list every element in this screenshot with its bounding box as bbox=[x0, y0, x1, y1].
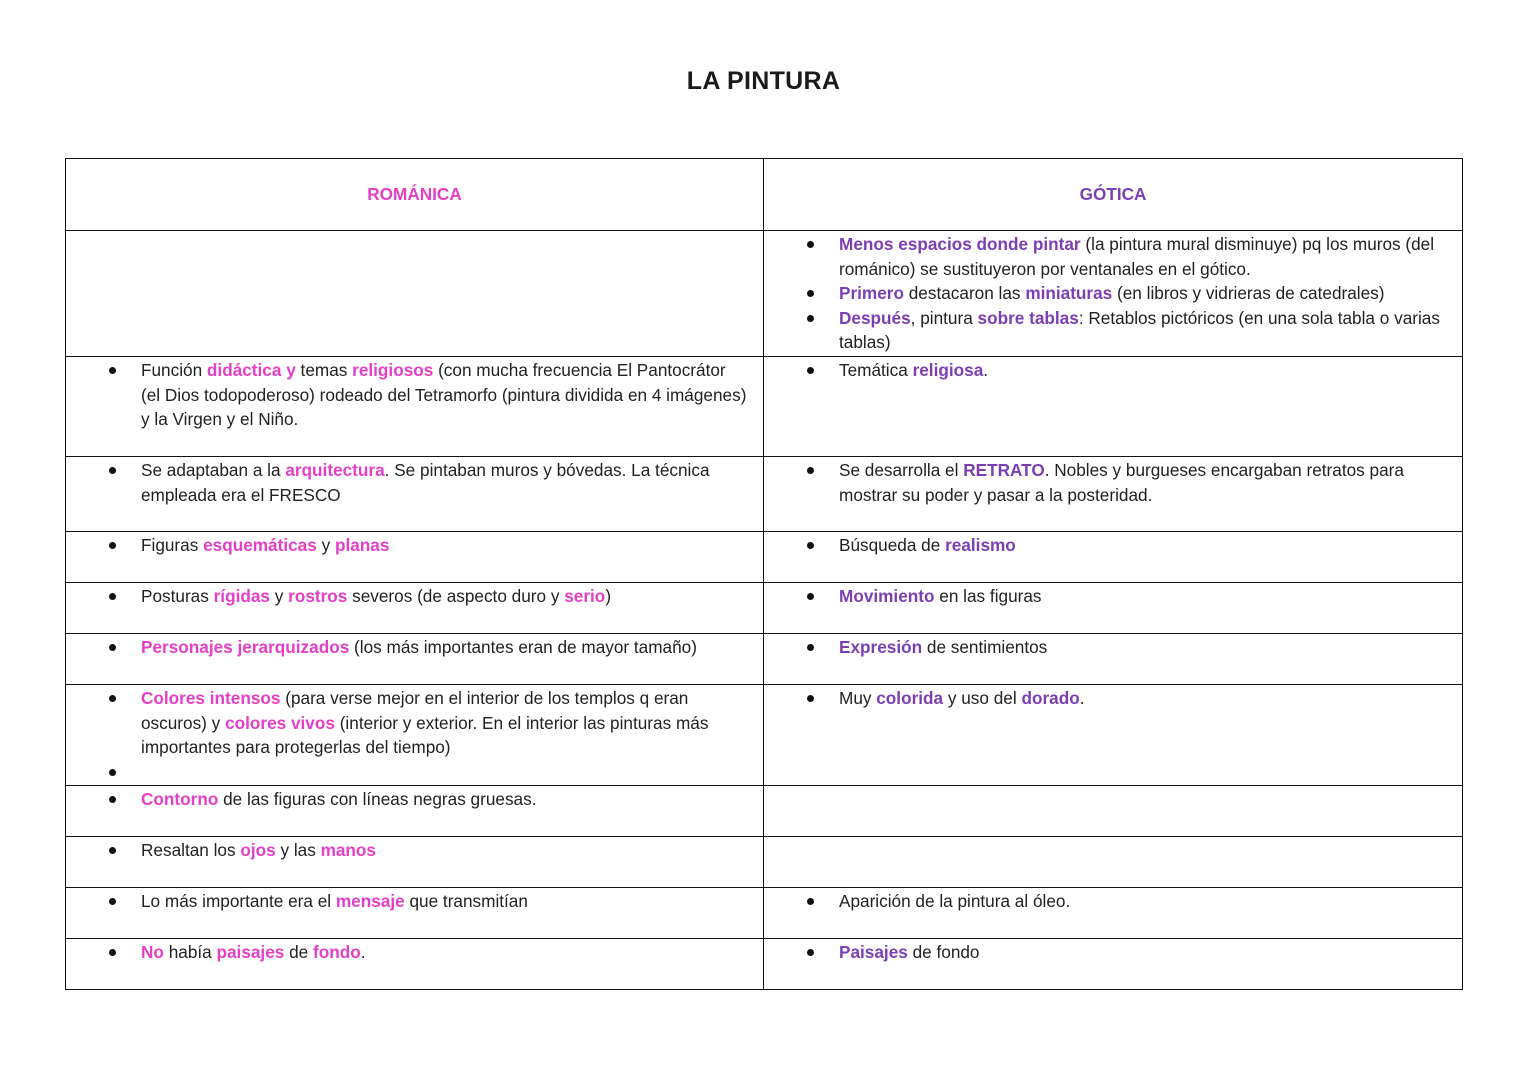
bullet-list bbox=[764, 457, 1462, 507]
bullet-list bbox=[66, 634, 763, 660]
bullet-list bbox=[764, 532, 1462, 558]
bullet-list bbox=[66, 231, 763, 232]
table-row bbox=[66, 532, 1463, 583]
list-item bbox=[66, 838, 749, 863]
highlight-term: arquitectura bbox=[285, 460, 385, 480]
highlight-term: Después bbox=[839, 307, 911, 328]
item-text: : Retablos pictóricos (en una sola tabla o varias tablas) bbox=[839, 307, 1440, 352]
bullet-list bbox=[764, 583, 1462, 609]
cell-gotica bbox=[764, 786, 1463, 837]
item-text: y las bbox=[275, 840, 321, 860]
comparison-table bbox=[65, 158, 1463, 990]
bullet-list bbox=[66, 685, 763, 784]
list-item bbox=[764, 533, 1448, 558]
cell-romanica bbox=[66, 837, 764, 888]
highlight-term: dorado bbox=[1021, 688, 1080, 708]
item-text: de fondo bbox=[907, 942, 980, 962]
bullet-list bbox=[764, 231, 1462, 355]
item-text: de las figuras con líneas negras gruesas. bbox=[218, 789, 537, 809]
item-text: , pintura bbox=[910, 307, 978, 328]
header-gotica: GÓTICA bbox=[764, 159, 1463, 231]
item-text: . bbox=[360, 942, 366, 962]
highlight-term: colorida bbox=[876, 688, 944, 708]
list-item bbox=[764, 686, 1448, 711]
bullet-list bbox=[66, 888, 763, 914]
list-item bbox=[764, 358, 1448, 383]
list-item bbox=[764, 306, 1448, 355]
item-text: y uso del bbox=[943, 688, 1022, 708]
highlight-term: miniaturas bbox=[1025, 283, 1113, 303]
highlight-term: mensaje bbox=[335, 891, 405, 911]
highlight-term: rostros bbox=[288, 586, 348, 606]
item-text: (los más importantes eran de mayor tamaño) bbox=[349, 637, 697, 657]
list-item bbox=[66, 584, 749, 609]
list-item bbox=[764, 281, 1448, 306]
highlight-term: Contorno bbox=[141, 789, 219, 809]
item-text: de bbox=[284, 942, 313, 962]
item-text: ) bbox=[605, 586, 612, 606]
item-text: Lo más importante era el bbox=[141, 891, 336, 911]
highlight-term: Menos espacios donde pintar bbox=[839, 234, 1081, 254]
table-row bbox=[66, 231, 1463, 357]
highlight-term: rígidas bbox=[213, 586, 270, 606]
cell-gotica bbox=[764, 457, 1463, 532]
cell-gotica bbox=[764, 939, 1463, 990]
highlight-term: Personajes jerarquizados bbox=[141, 637, 350, 657]
cell-romanica bbox=[66, 457, 764, 532]
highlight-term: sobre tablas bbox=[977, 307, 1079, 328]
list-item bbox=[764, 940, 1448, 965]
table-row bbox=[66, 685, 1463, 786]
bullet-list bbox=[764, 837, 1462, 838]
list-item bbox=[764, 458, 1448, 507]
cell-romanica bbox=[66, 532, 764, 583]
item-text: (interior y exterior. En el interior las pinturas más importantes para protegerlas del tiempo) bbox=[141, 712, 709, 757]
list-item bbox=[66, 889, 749, 914]
item-text: en las figuras bbox=[934, 586, 1042, 606]
table-row bbox=[66, 888, 1463, 939]
list-item bbox=[764, 889, 1448, 914]
highlight-term: colores vivos bbox=[225, 712, 335, 733]
list-item bbox=[66, 686, 749, 760]
highlight-term: Primero bbox=[839, 283, 904, 303]
item-text: (la pintura mural disminuye) pq los muros (del románico) se sustituyeron por ventanales en el gótico. bbox=[839, 234, 1435, 279]
bullet-list bbox=[764, 685, 1462, 711]
item-text: y bbox=[316, 535, 335, 555]
item-text: severos (de aspecto duro y bbox=[347, 586, 565, 606]
item-text: de sentimientos bbox=[922, 637, 1048, 657]
item-text: (con mucha frecuencia El Pantocrátor (el Dios todopoderoso) rodeado del Tetramorfo (pintura dividida en 4 imágenes) y la Virgen y el Niño. bbox=[141, 360, 747, 429]
bullet-list bbox=[764, 786, 1462, 787]
item-text: . Nobles y burgueses encargaban retratos para mostrar su poder y pasar a la posteridad. bbox=[839, 460, 1404, 505]
cell-gotica bbox=[764, 532, 1463, 583]
cell-gotica bbox=[764, 685, 1463, 786]
cell-romanica bbox=[66, 231, 764, 357]
highlight-term: religiosos bbox=[352, 360, 434, 380]
cell-romanica bbox=[66, 583, 764, 634]
item-text: y bbox=[269, 586, 289, 606]
table-row bbox=[66, 837, 1463, 888]
table-row bbox=[66, 457, 1463, 532]
highlight-term: esquemáticas bbox=[203, 535, 317, 555]
cell-gotica bbox=[764, 357, 1463, 457]
highlight-term: didáctica y bbox=[206, 360, 296, 380]
highlight-term: manos bbox=[320, 840, 376, 860]
item-text: Función bbox=[141, 360, 207, 380]
cell-gotica bbox=[764, 634, 1463, 685]
highlight-term: ojos bbox=[240, 840, 276, 860]
highlight-term: realismo bbox=[945, 535, 1016, 555]
item-text: (en libros y vidrieras de catedrales) bbox=[1112, 283, 1385, 303]
cell-gotica bbox=[764, 231, 1463, 357]
bullet-list bbox=[66, 532, 763, 558]
item-text: Temática bbox=[839, 360, 913, 380]
table-row bbox=[66, 786, 1463, 837]
bullet-list bbox=[764, 357, 1462, 383]
list-item bbox=[66, 635, 749, 660]
list-item bbox=[764, 232, 1448, 281]
table-row bbox=[66, 939, 1463, 990]
item-text: Muy bbox=[839, 688, 877, 708]
header-row bbox=[66, 159, 1463, 231]
table-row bbox=[66, 357, 1463, 457]
highlight-term: Colores intensos bbox=[141, 688, 281, 708]
item-text: que transmitían bbox=[404, 891, 528, 911]
cell-gotica bbox=[764, 888, 1463, 939]
highlight-term: paisajes bbox=[216, 942, 285, 962]
list-item bbox=[764, 635, 1448, 660]
item-text: Aparición de la pintura al óleo. bbox=[839, 891, 1071, 911]
item-text: (para verse mejor en el interior de los templos q eran oscuros) y bbox=[141, 688, 689, 733]
highlight-term: Movimiento bbox=[839, 586, 935, 606]
highlight-term: Paisajes bbox=[839, 942, 908, 962]
cell-romanica bbox=[66, 685, 764, 786]
list-item bbox=[66, 533, 749, 558]
list-item bbox=[66, 940, 749, 965]
bullet-list bbox=[764, 634, 1462, 660]
highlight-term: serio bbox=[564, 586, 606, 606]
list-item bbox=[66, 760, 749, 785]
bullet-list bbox=[764, 888, 1462, 914]
table-row bbox=[66, 583, 1463, 634]
item-text: Se adaptaban a la bbox=[141, 460, 286, 480]
cell-romanica bbox=[66, 939, 764, 990]
item-text: temas bbox=[295, 360, 353, 380]
item-text: . bbox=[983, 360, 989, 380]
cell-gotica bbox=[764, 837, 1463, 888]
item-text: Figuras bbox=[141, 535, 204, 555]
table-row bbox=[66, 634, 1463, 685]
list-item bbox=[66, 787, 749, 812]
highlight-term: RETRATO bbox=[963, 460, 1045, 480]
list-item bbox=[66, 458, 749, 507]
highlight-term: Expresión bbox=[839, 637, 923, 657]
item-text: Búsqueda de bbox=[839, 535, 946, 555]
bullet-list bbox=[66, 786, 763, 812]
cell-romanica bbox=[66, 888, 764, 939]
item-text: Posturas bbox=[141, 586, 214, 606]
bullet-list bbox=[66, 583, 763, 609]
bullet-list bbox=[66, 837, 763, 863]
item-text: Resaltan los bbox=[141, 840, 241, 860]
highlight-term: planas bbox=[334, 535, 390, 555]
bullet-list bbox=[66, 457, 763, 507]
cell-romanica bbox=[66, 634, 764, 685]
item-text: destacaron las bbox=[903, 283, 1026, 303]
bullet-list bbox=[764, 939, 1462, 965]
item-text: había bbox=[163, 942, 217, 962]
highlight-term: No bbox=[141, 942, 164, 962]
list-item bbox=[764, 584, 1448, 609]
list-item bbox=[66, 358, 749, 432]
item-text: Se desarrolla el bbox=[839, 460, 964, 480]
bullet-list bbox=[66, 357, 763, 432]
bullet-list bbox=[66, 939, 763, 965]
cell-romanica bbox=[66, 357, 764, 457]
page-title: LA PINTURA bbox=[686, 67, 841, 95]
cell-romanica bbox=[66, 786, 764, 837]
highlight-term: religiosa bbox=[912, 360, 984, 380]
item-text: . Se pintaban muros y bóvedas. La técnica empleada era el FRESCO bbox=[141, 460, 710, 505]
cell-gotica bbox=[764, 583, 1463, 634]
item-text: . bbox=[1079, 688, 1085, 708]
header-romanica: ROMÁNICA bbox=[66, 159, 764, 231]
highlight-term: fondo bbox=[313, 942, 361, 962]
